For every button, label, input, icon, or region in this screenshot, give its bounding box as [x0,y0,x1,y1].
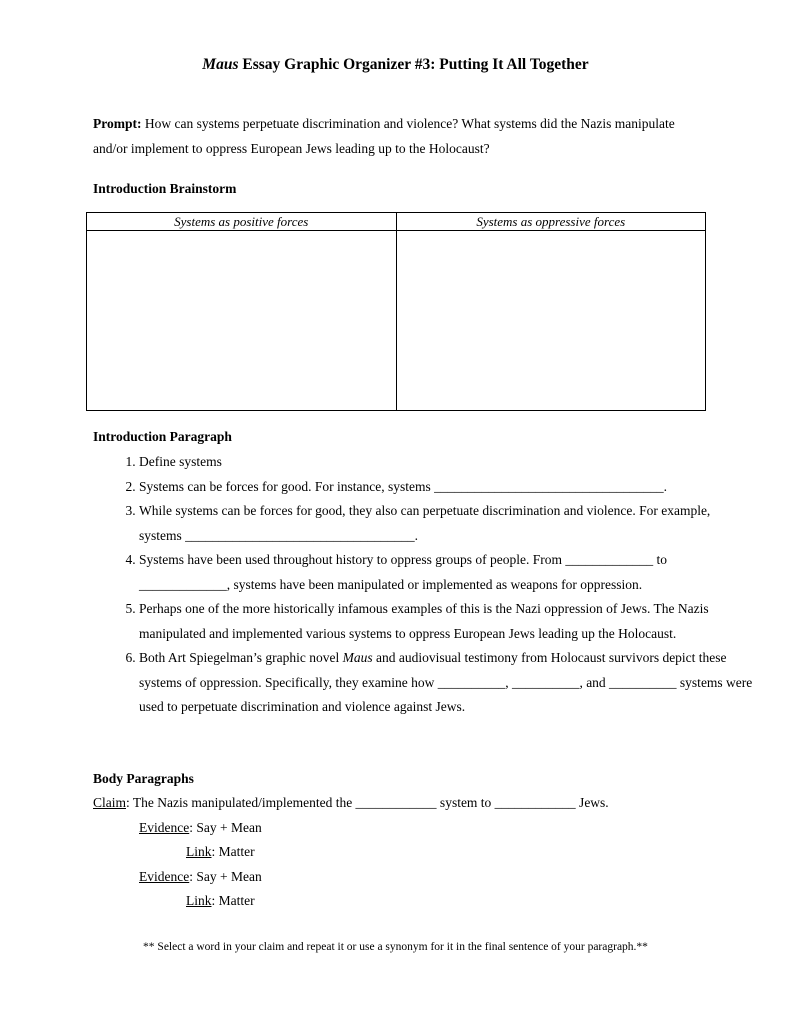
link-line [186,893,255,909]
link-line [186,844,255,860]
prompt [93,112,703,161]
link-label: Link [186,844,212,859]
list-item: 4. Systems have been used throughout history to oppress groups of people. From _____________ to _____________, systems have been manipulated or implemented as weapons for oppression. [139,548,754,597]
prompt-text: How can systems perpetuate discrimination and violence? What systems did the Nazis manipulate and/or implement to oppress European Jews leading up to the Holocaust? [93,116,675,156]
evidence-label: Evidence [139,869,190,884]
brainstorm-col-positive: Systems as positive forces [87,213,397,231]
intro-paragraph-heading: Introduction Paragraph [93,429,232,444]
evidence-line [139,820,262,836]
item6-part-b: and audiovisual testimony from Holocaust survivors depict these systems of oppression. Specifically, they examine how __________, __________, and __________ systems were used to perpetuate discrimination and violence against Jews. [139,650,753,714]
list-item: 2. Systems can be forces for good. For instance, systems __________________________________. [139,475,754,500]
link-text: : Matter [211,844,255,859]
evidence-text: : Say + Mean [189,869,262,884]
claim-line [93,795,609,811]
claim-label: Claim [93,795,126,810]
item6-part-a: Both Art Spiegelman’s graphic novel [139,650,343,665]
prompt-label: Prompt: [93,116,142,131]
brainstorm-cell-oppressive[interactable] [396,231,706,411]
link-label: Link [186,893,212,908]
list-item: 5. Perhaps one of the more historically infamous examples of this is the Nazi oppression of Jews. The Nazis manipulated and implemented various systems to oppress European Jews leading up the Holocaust. [139,597,754,646]
list-item [139,646,754,720]
brainstorm-col-oppressive: Systems as oppressive forces [396,213,706,231]
brainstorm-table [86,212,706,411]
item6-italic: Maus [342,650,373,665]
footer-note: ** Select a word in your claim and repeat it or use a synonym for it in the final sentence of your paragraph.** [143,941,648,953]
title-italic: Maus [202,56,239,73]
evidence-label: Evidence [139,820,190,835]
intro-paragraph-list [93,450,754,720]
claim-text: : The Nazis manipulated/implemented the ____________ system to ____________ Jews. [126,795,609,810]
intro-brainstorm-heading: Introduction Brainstorm [93,181,237,196]
title-rest: Essay Graphic Organizer #3: Putting It All Together [238,56,589,73]
link-text: : Matter [211,893,255,908]
list-item: 3. While systems can be forces for good, they also can perpetuate discrimination and violence. For example, systems __________________________________. [139,499,754,548]
brainstorm-cell-positive[interactable] [87,231,397,411]
page-title [0,56,791,74]
evidence-text: : Say + Mean [189,820,262,835]
evidence-line [139,869,262,885]
list-item: 1. Define systems [139,450,754,475]
body-paragraphs-heading: Body Paragraphs [93,771,194,786]
